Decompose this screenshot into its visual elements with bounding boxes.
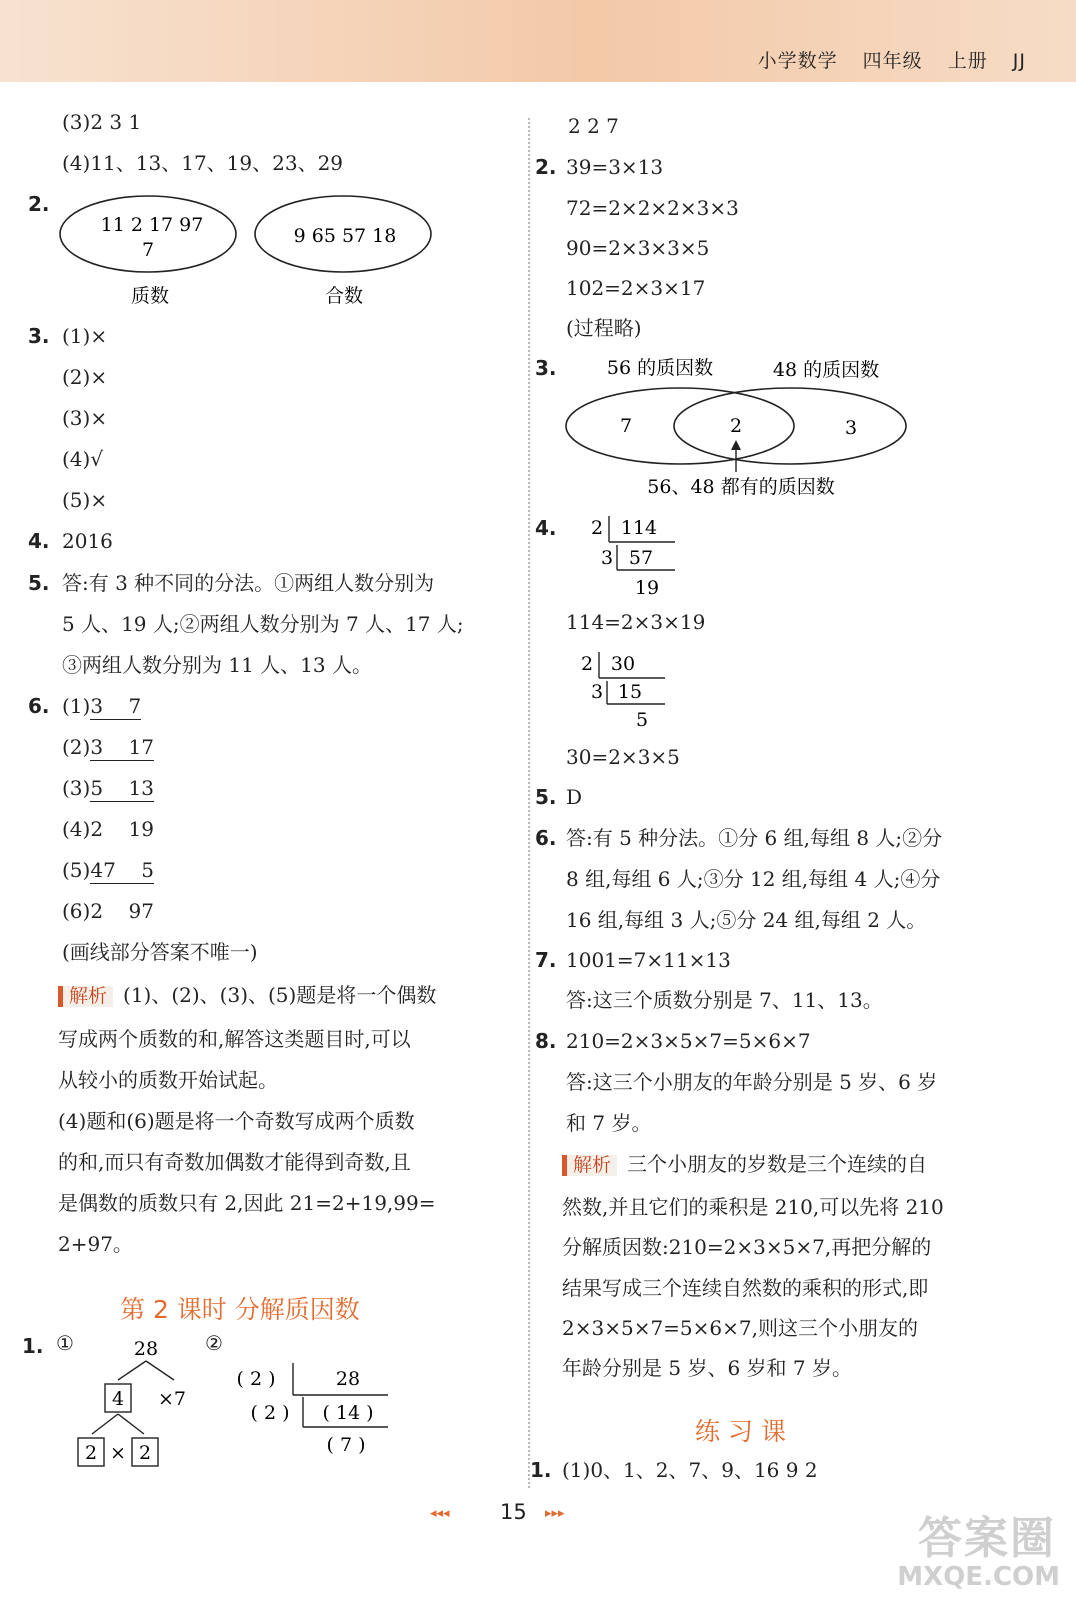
answer-line: (3)5 13 [62,776,154,800]
answer-line: (5)× [62,488,108,512]
prime-set-values: 11 2 17 97 [100,214,204,236]
question-number: 8. [535,1029,557,1053]
watermark-text: 答案圈 [918,1513,1056,1564]
question-number: 1. [530,1458,552,1482]
answer-line: (2)3 17 [62,735,154,759]
answer-line: 答:有 5 种分法。①分 6 组,每组 8 人;②分 [566,826,943,850]
answer-line: (3)× [62,406,108,430]
answer-line: 102=2×3×17 [566,276,706,300]
analysis-line: 2+97。 [58,1232,133,1256]
prime-composite-sets [58,190,448,315]
factor-tree [70,1330,210,1475]
quotient: ( 14 ) [322,1402,374,1424]
answer-line: 2 2 7 [568,114,619,138]
answer-line: 2016 [62,529,113,553]
venn-label-48: 48 的质因数 [772,359,880,381]
svg-text:30: 30 [610,653,636,675]
analysis-line: 年龄分别是 5 岁、6 岁和 7 岁。 [562,1356,852,1380]
answer-line: 90=2×3×3×5 [566,236,710,260]
venn-set-56 [566,388,794,464]
answer-line: 8 组,每组 6 人;③分 12 组,每组 4 人;④分 [566,867,941,891]
header-volume: 上册 [947,50,988,72]
question-number: 5. [535,785,557,809]
short-division-114 [585,512,695,602]
prime-label: 质数 [130,285,170,307]
venn-value: 7 [619,415,633,437]
answer-line: (过程略) [566,316,642,340]
analysis-line: 写成两个质数的和,解答这类题目时,可以 [58,1027,411,1051]
answer-line: 30=2×3×5 [566,745,680,769]
header-subject: 小学数学 [757,50,838,72]
answer-line: 答:有 3 种不同的分法。①两组人数分别为 [62,571,435,595]
answer-line: D [566,785,583,809]
answer-line: 39=3×13 [566,155,664,179]
analysis-tag: 解析 [562,1155,617,1176]
tree-value: 2 [138,1442,152,1464]
analysis-line: 然数,并且它们的乘积是 210,可以先将 210 [562,1195,944,1219]
answer-line: (4)√ [62,447,104,471]
answer-line: 答:这三个质数分别是 7、11、13。 [566,988,883,1012]
watermark-url: MXQE.COM [897,1562,1060,1592]
answer-line: 答:这三个小朋友的年龄分别是 5 岁、6 岁 [566,1070,938,1094]
question-number: 4. [535,516,557,540]
question-number: 7. [535,948,557,972]
section-title: 第 2 课时 分解质因数 [120,1295,360,1324]
analysis-line: 的和,而只有奇数加偶数才能得到奇数,且 [58,1150,411,1174]
case-marker: ① [56,1331,74,1355]
analysis-line: 解析 三个小朋友的岁数是三个连续的自 [562,1154,927,1176]
question-number: 3. [28,324,50,348]
prev-arrows-icon: ◂◂◂ [430,1506,450,1521]
composite-set-values: 9 65 57 18 [293,225,397,247]
tree-root: 28 [133,1338,159,1360]
analysis-line: 分解质因数:210=2×3×5×7,再把分解的 [562,1235,932,1259]
question-number: 6. [28,694,50,718]
quotient: ( 7 ) [326,1434,366,1456]
svg-text:2: 2 [580,653,594,675]
venn-set-48 [674,388,906,464]
answer-line: (4)11、13、17、19、23、29 [62,151,344,175]
answer-line: (4)2 19 [62,817,154,841]
analysis-line: 解析 (1)、(2)、(3)、(5)题是将一个偶数 [58,985,436,1007]
page-number: 15 [500,1500,527,1524]
next-arrows-icon: ▸▸▸ [545,1506,565,1521]
analysis-tag: 解析 [58,986,113,1007]
question-number: 3. [535,356,557,380]
analysis-line: (4)题和(6)题是将一个奇数写成两个质数 [58,1109,415,1133]
question-number: 6. [535,826,557,850]
svg-text:5: 5 [635,709,649,731]
analysis-line: 结果写成三个连续自然数的乘积的形式,即 [562,1276,929,1300]
answer-line: ③两组人数分别为 11 人、13 人。 [62,653,372,677]
divisor: ( 2 ) [236,1368,276,1390]
answer-line: (3)2 3 1 [62,110,142,134]
composite-label: 合数 [324,285,364,307]
answer-line: (5)47 5 [62,858,154,882]
watermark-logo [886,1502,1066,1592]
venn-common-label: 56、48 都有的质因数 [647,476,835,498]
page-header [740,46,1026,73]
answer-line: (2)× [62,365,108,389]
tree-value: × [110,1442,126,1464]
prime-factor-venn [560,350,920,505]
dividend: 28 [335,1368,361,1390]
tree-value: 2 [84,1442,98,1464]
answer-line: 114=2×3×19 [566,610,706,634]
column-divider [528,118,530,1488]
prime-set-values: 7 [141,239,155,261]
answer-line: 16 组,每组 3 人;⑤分 24 组,每组 2 人。 [566,908,927,932]
answer-line: 5 人、19 人;②两组人数分别为 7 人、17 人; [62,612,464,636]
header-grade: 四年级 [862,50,923,72]
answer-note: (画线部分答案不唯一) [62,940,258,964]
question-number: 2. [28,192,50,216]
analysis-line: 2×3×5×7=5×6×7,则这三个小朋友的 [562,1316,918,1340]
answer-line: 和 7 岁。 [566,1111,652,1135]
short-division-30 [575,648,685,738]
answer-line: 210=2×3×5×7=5×6×7 [566,1029,811,1053]
answer-line: 72=2×2×2×3×3 [566,196,739,220]
answer-line: (1)3 7 [62,694,142,718]
venn-value: 2 [729,415,743,437]
divisor: ( 2 ) [250,1402,290,1424]
header-edition: JJ [1012,50,1026,72]
tree-value: ×7 [158,1388,187,1410]
section-title: 练 习 课 [695,1417,786,1446]
svg-text:114: 114 [620,517,658,539]
svg-text:19: 19 [634,577,660,599]
svg-text:15: 15 [617,681,643,703]
svg-text:2: 2 [590,517,604,539]
svg-text:3: 3 [590,681,604,703]
question-number: 2. [535,155,557,179]
venn-value: 3 [844,417,858,439]
tree-value: 4 [111,1388,125,1410]
venn-label-56: 56 的质因数 [606,357,714,379]
question-number: 5. [28,571,50,595]
analysis-line: 从较小的质数开始试起。 [58,1068,278,1092]
short-division-ladder [218,1355,398,1465]
case-marker: ② [205,1331,223,1355]
analysis-line: 是偶数的质数只有 2,因此 21=2+19,99= [58,1191,436,1215]
svg-text:57: 57 [628,547,654,569]
question-number: 1. [22,1334,44,1358]
svg-text:3: 3 [600,547,614,569]
answer-line: (6)2 97 [62,899,154,923]
answer-line: (1)0、1、2、7、9、16 9 2 [562,1458,818,1482]
answer-line: (1)× [62,324,108,348]
answer-line: 1001=7×11×13 [566,948,731,972]
question-number: 4. [28,529,50,553]
